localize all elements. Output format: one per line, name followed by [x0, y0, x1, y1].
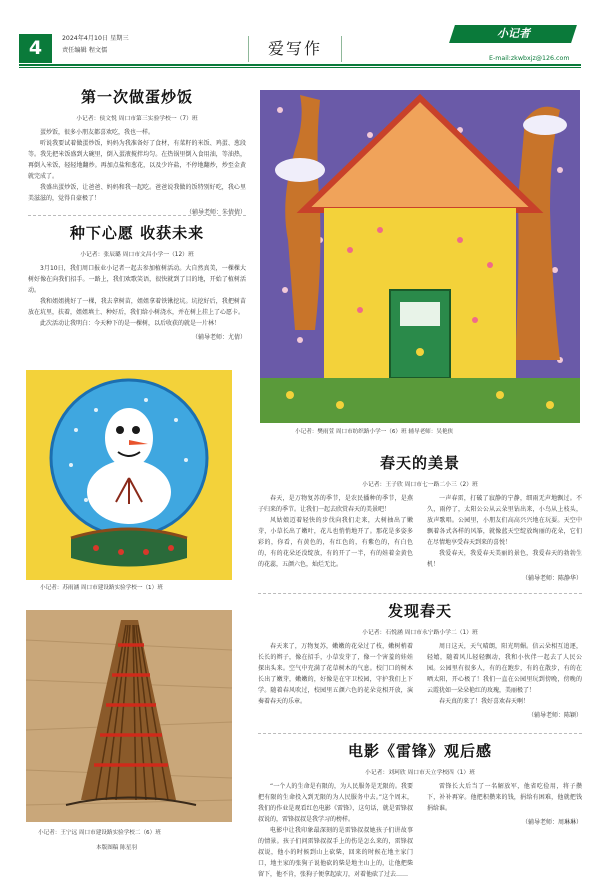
header-rule-thin — [19, 67, 581, 68]
article-byline: 小记者：张辰璐 周口市文昌小学一（12）班 — [80, 252, 194, 258]
page-header — [0, 0, 600, 64]
paragraph: 听说我要试着做蛋炒饭，妈妈为我准备好了食材，有菜籽的米饭、鸡蛋、葱段等。我先把米饭盛到大碗里，倒入蛋液搅拌均匀。在热锅里倒入食用油，等油热，再倒入米饭，轻轻地翻炒。再加点盐和葱花，以及少许盐，不停地翻炒，炒至金黄就完成了。 — [28, 140, 246, 180]
article-title: 电影《雷锋》观后感 — [347, 742, 492, 760]
divider — [258, 593, 582, 594]
tutor-credit: （辅导老师：朱倩倩） — [185, 209, 246, 216]
paragraph: 春天真的来了！我好喜欢春天啊！ — [439, 698, 530, 705]
paragraph: 蛋炒饭，很多小朋友都喜欢吃，我也一样。 — [40, 129, 155, 136]
article-byline: 小记者：刘珂欣 周口市天立学校四（1）班 — [365, 770, 475, 776]
paragraph: 春天来了，万物复苏，嫩嫩的花朵过了枝，嫩树梢着长长的辫子，像在招手，小草发芽了，像一个害羞的娃娃探出头来。空气中充满了花草树木的气息。校门口的树木长出了嫩芽，嫩嫩的，好像是在守卫校园，守护我们上下学。随着春风吹过，校园里五颜六色的花朵竞相开放，演奏着春天的乐章。 — [258, 643, 413, 705]
page-number: 4 — [19, 34, 52, 63]
tutor-credit: （辅导老师：周琳琳） — [521, 819, 582, 826]
paragraph: 我盛出蛋炒饭，让爸爸、妈妈和我一起吃。爸爸说我做的饭特别好吃，我心里美滋滋的，觉得自豪极了！ — [28, 184, 246, 202]
article-title: 春天的美景 — [379, 454, 460, 472]
snowman-drawing — [26, 370, 232, 580]
image-caption: 小记者：樊雨萱 周口市纺织路小学一（6）班 辅导老师：吴艳侠 — [295, 429, 454, 435]
article-title: 种下心愿 收获未来 — [69, 224, 205, 242]
house-illustration — [260, 90, 580, 423]
issue-date: 2024年4月10日 星期三 — [62, 35, 129, 42]
divider — [258, 733, 582, 734]
article-egg-fried-rice — [28, 86, 246, 216]
paragraph: 一声春雷，打破了寂静的宁静，细雨无声地飘过。不久，雨停了，太阳公公从云朵里钻出来，小鸟从上枝头，放声歌唱。公园里，小朋友们高高兴兴地在玩耍。天空中飘着各式各样的风筝，就像蓝天空绽放绚丽的花朵，它们在尽情地享受春天到来的喜悦！ — [427, 495, 582, 546]
paragraph: 我爱春天，我爱春天美丽的景色，我爱春天的勃勃生机！ — [427, 550, 582, 568]
article-tree-planting — [28, 222, 246, 341]
paragraph: “一个人的生命是有限的，为人民服务是无限的。我要把有限的生命投入到无限的为人民服务中去。”这个周末，我们的作业是观看红色电影《雷锋》，这句话，就是雷锋叔叔说的，雷锋叔叔是我学习的榜样。 — [258, 783, 413, 823]
editor-credit: 责任编辑 程文儒 — [62, 47, 108, 54]
tutor-credit: （辅导老师：陈静华） — [521, 575, 582, 582]
broom-illustration — [26, 610, 232, 822]
article-byline: 小记者：侯文悦 周口市第三实验学校一（7）班 — [76, 116, 198, 122]
paragraph: 风姑娘迈着轻快的步伐向我们走来，大树抽出了嫩芽，小草长出了嫩叶，花儿也悄悄地开了。那花是多姿多彩的，你看，有黄色的，有红色的，有紫色的，有白色的，有的花朵还没绽放，有的开了一半，有的娃着金黄色的花蕊，五颜六色，灿烂无比。 — [258, 517, 413, 568]
paragraph: 3月10日，我们周口报业小记者一起去参加植树活动。大自然真美，一棵棵大树好像在向我们招手。一路上，我们欢歌笑语，很快就到了目的地，开始了植树活动。 — [28, 265, 246, 294]
divider — [28, 215, 246, 216]
contact-email: E-mail:zkwbxjz@126.com — [489, 55, 570, 62]
brand-logo — [449, 25, 577, 43]
paragraph: 雷锋长大后当了一名解放军，他省吃俭用，将子攒下，补补再穿。他把积攒来的钱，捐给有困难，他就把钱捐给谁。 — [427, 783, 582, 812]
article-title: 第一次做蛋炒饭 — [80, 88, 193, 106]
broom-drawing — [26, 610, 232, 822]
tutor-credit: （辅导老师：尤倩） — [191, 334, 246, 341]
header-rule — [19, 64, 581, 66]
paragraph: 电影中让我印象最深刻的是雷锋叔叔她孩子们讲故事的情景。孩子们问雷锋叔叔手上的伤是怎么来的，雷锋叔叔说，他小的时候到山上砍柴，回来的时候在地主家门口，地主家的张狗子说他砍的柴是地主山上的，让他把柴留下，他不肯，张狗子便拿起砍刀，对着他砍了过去…… — [258, 827, 413, 878]
image-caption: 小记者：苏雨涵 周口市建设路实验学校一（1）班 — [40, 585, 163, 591]
paragraph: 此次活动让我明白：今天种下的是一棵树，以后收获的就是一片林！ — [40, 320, 221, 327]
article-lei-feng-review — [258, 740, 582, 878]
brand-label: 小记者 — [496, 27, 530, 40]
article-title: 发现春天 — [387, 602, 452, 620]
paragraph: 周日这天，天气晴朗，阳光明媚。信云朵相互追逐，轻嬉，随着风儿轻轻飘动，我和小伙伴一起去了人民公园。公园里有很多人，有的在跑步，有的在散步，有的在晒太阳，开心极了！我们一直在公园里玩到傍晚，傍晚的云霞犹如一朵朵艳红的玫瑰，美丽极了！ — [427, 643, 582, 694]
paragraph: 春天，是万物复苏的季节，是农民播种的季节，是燕子归来的季节。让我们一起去欣赏春天的美景吧！ — [258, 495, 413, 513]
article-spring-scenery — [258, 452, 582, 582]
tutor-credit: （辅导老师：陈颖） — [527, 712, 582, 719]
image-caption: 小记者：王宁远 周口市建设路实验学校二（6）班 — [38, 830, 161, 836]
image-credit: 本版图稿 陈星羽 — [96, 845, 137, 851]
section-title: 爱写作 — [248, 36, 342, 62]
house-drawing — [260, 90, 580, 423]
article-byline: 小记者：王子欣 周口市七一路二小三（2）班 — [362, 482, 478, 488]
snowman-illustration — [26, 370, 232, 580]
paragraph: 我和姐姐挑好了一棵，我去拿树苗，姐姐拿着铁锹挖坑。坑挖好后，我把树苗放在坑里，扶着，姐姐填土、种好后，我们给小树浇水，并在树上挂上了心愿卡。 — [28, 298, 246, 316]
article-discover-spring — [258, 600, 582, 719]
article-byline: 小记者：石悦涵 周口市永宁路小学二（1）班 — [362, 630, 478, 636]
